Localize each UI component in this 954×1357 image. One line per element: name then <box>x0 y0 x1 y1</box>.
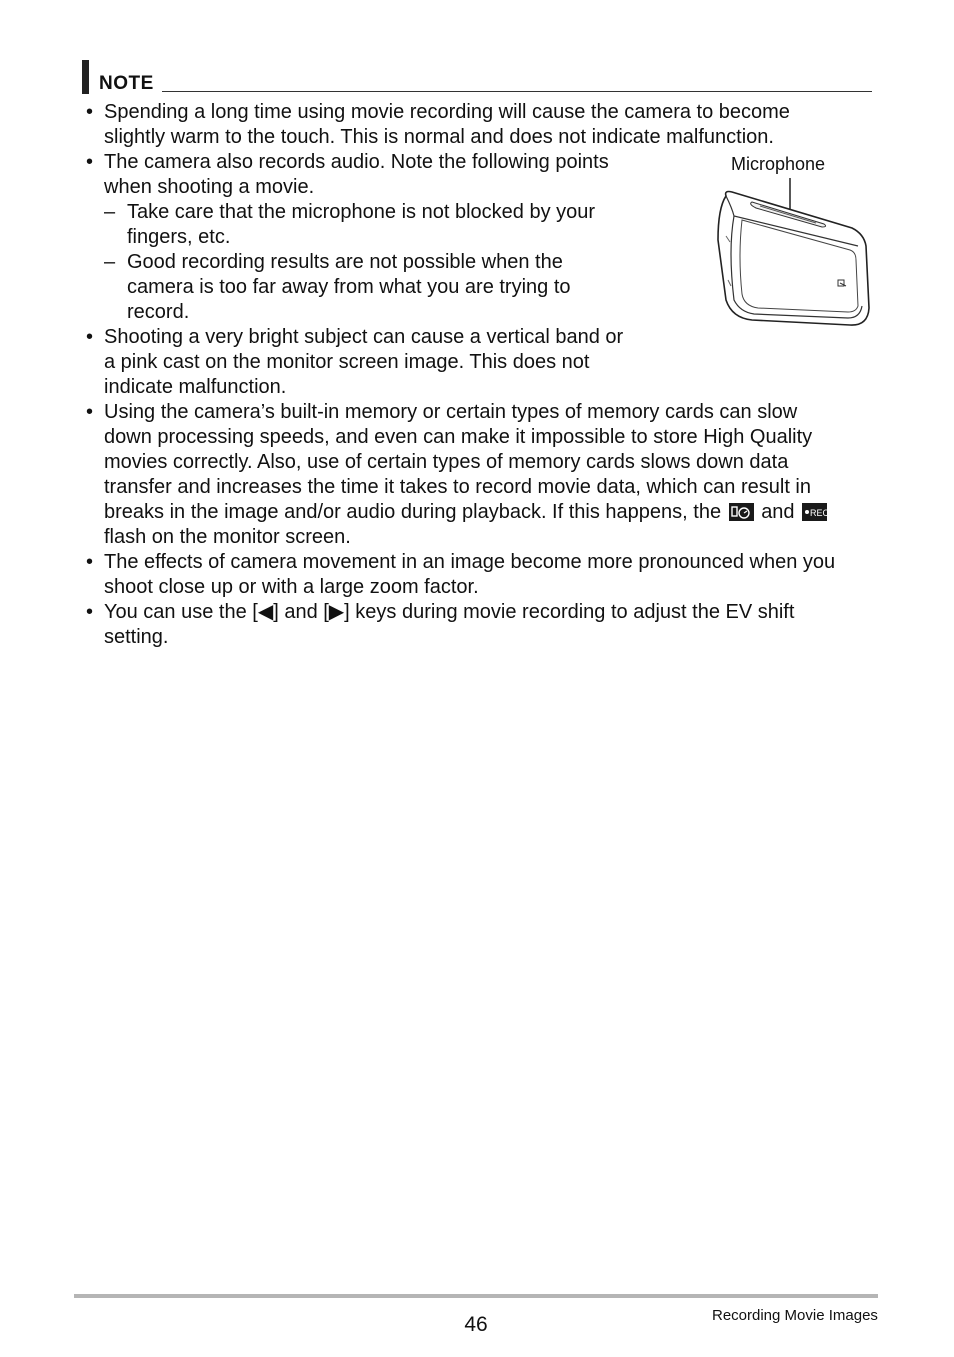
line-text: Take care that the microphone is not blocked by your <box>127 201 596 223</box>
text-line <box>104 350 589 375</box>
movie-buffer-icon <box>729 503 754 521</box>
text-line <box>104 425 812 450</box>
camera-illustration <box>712 150 877 332</box>
text-line <box>104 500 829 525</box>
bullet-marker: • <box>86 551 94 573</box>
text-line <box>104 450 788 475</box>
bullet-marker: • <box>86 101 94 123</box>
line-text: indicate malfunction. <box>104 376 287 398</box>
bullet-marker: • <box>86 601 94 623</box>
text-line <box>127 225 230 250</box>
line-text: transfer and increases the time it takes to record movie data, which can result in <box>104 476 812 498</box>
line-text: fingers, etc. <box>127 226 231 248</box>
line-text: movies correctly. Also, use of certain types of memory cards slows down data <box>104 451 789 473</box>
text-line <box>104 525 351 550</box>
text-line <box>104 375 286 400</box>
line-text: Using the camera’s built-in memory or certain types of memory cards can slow <box>104 401 798 423</box>
rec-icon <box>802 503 830 521</box>
text-line <box>104 550 835 575</box>
line-text-between: and <box>761 501 795 523</box>
page-number: 46 <box>464 1313 488 1336</box>
line-text: The effects of camera movement in an image become more pronounced when you <box>104 551 836 573</box>
camera-microphone-figure <box>712 150 877 332</box>
note-label: NOTE <box>99 73 154 94</box>
dash-marker: – <box>104 201 116 223</box>
text-line <box>127 275 571 300</box>
footer-section-title: Recording Movie Images <box>712 1307 878 1324</box>
note-rule <box>162 91 872 92</box>
bullet-marker: • <box>86 151 94 173</box>
text-line <box>104 475 811 500</box>
line-text: shoot close up or with a large zoom factor. <box>104 576 479 598</box>
line-text: record. <box>127 301 190 323</box>
line-text: when shooting a movie. <box>104 176 315 198</box>
line-text: Good recording results are not possible when the <box>127 251 563 273</box>
line-text: down processing speeds, and even can make it impossible to store High Quality <box>104 426 813 448</box>
text-line <box>104 125 774 150</box>
text-line <box>127 200 595 225</box>
text-line <box>127 250 563 275</box>
figure-label: Microphone <box>731 154 826 174</box>
bullet-marker: • <box>86 401 94 423</box>
text-line <box>104 600 794 625</box>
note-header <box>82 60 872 94</box>
line-text: flash on the monitor screen. <box>104 526 351 548</box>
line-text: breaks in the image and/or audio during playback. If this happens, the <box>104 501 722 523</box>
text-line <box>104 175 314 200</box>
line-text: Spending a long time using movie recording will cause the camera to become <box>104 101 790 123</box>
line-text: Shooting a very bright subject can cause a vertical band or <box>104 326 624 348</box>
text-line <box>104 400 797 425</box>
line-text: a pink cast on the monitor screen image. This does not <box>104 351 590 373</box>
text-line <box>104 150 609 175</box>
text-line <box>104 625 168 650</box>
rec-text: REC <box>810 508 830 518</box>
note-bar <box>82 60 89 94</box>
text-line <box>104 100 790 125</box>
text-line <box>104 575 479 600</box>
line-text: setting. <box>104 626 169 648</box>
footer-rule <box>74 1294 878 1298</box>
text-line <box>127 300 189 325</box>
line-text: slightly warm to the touch. This is normal and does not indicate malfunction. <box>104 126 774 148</box>
bullet-marker: • <box>86 326 94 348</box>
text-line <box>104 325 623 350</box>
line-text: camera is too far away from what you are trying to <box>127 276 571 298</box>
line-text: The camera also records audio. Note the following points <box>104 151 609 173</box>
line-text: You can use the [◀] and [▶] keys during movie recording to adjust the EV shift <box>104 601 795 623</box>
dash-marker: – <box>104 251 116 273</box>
